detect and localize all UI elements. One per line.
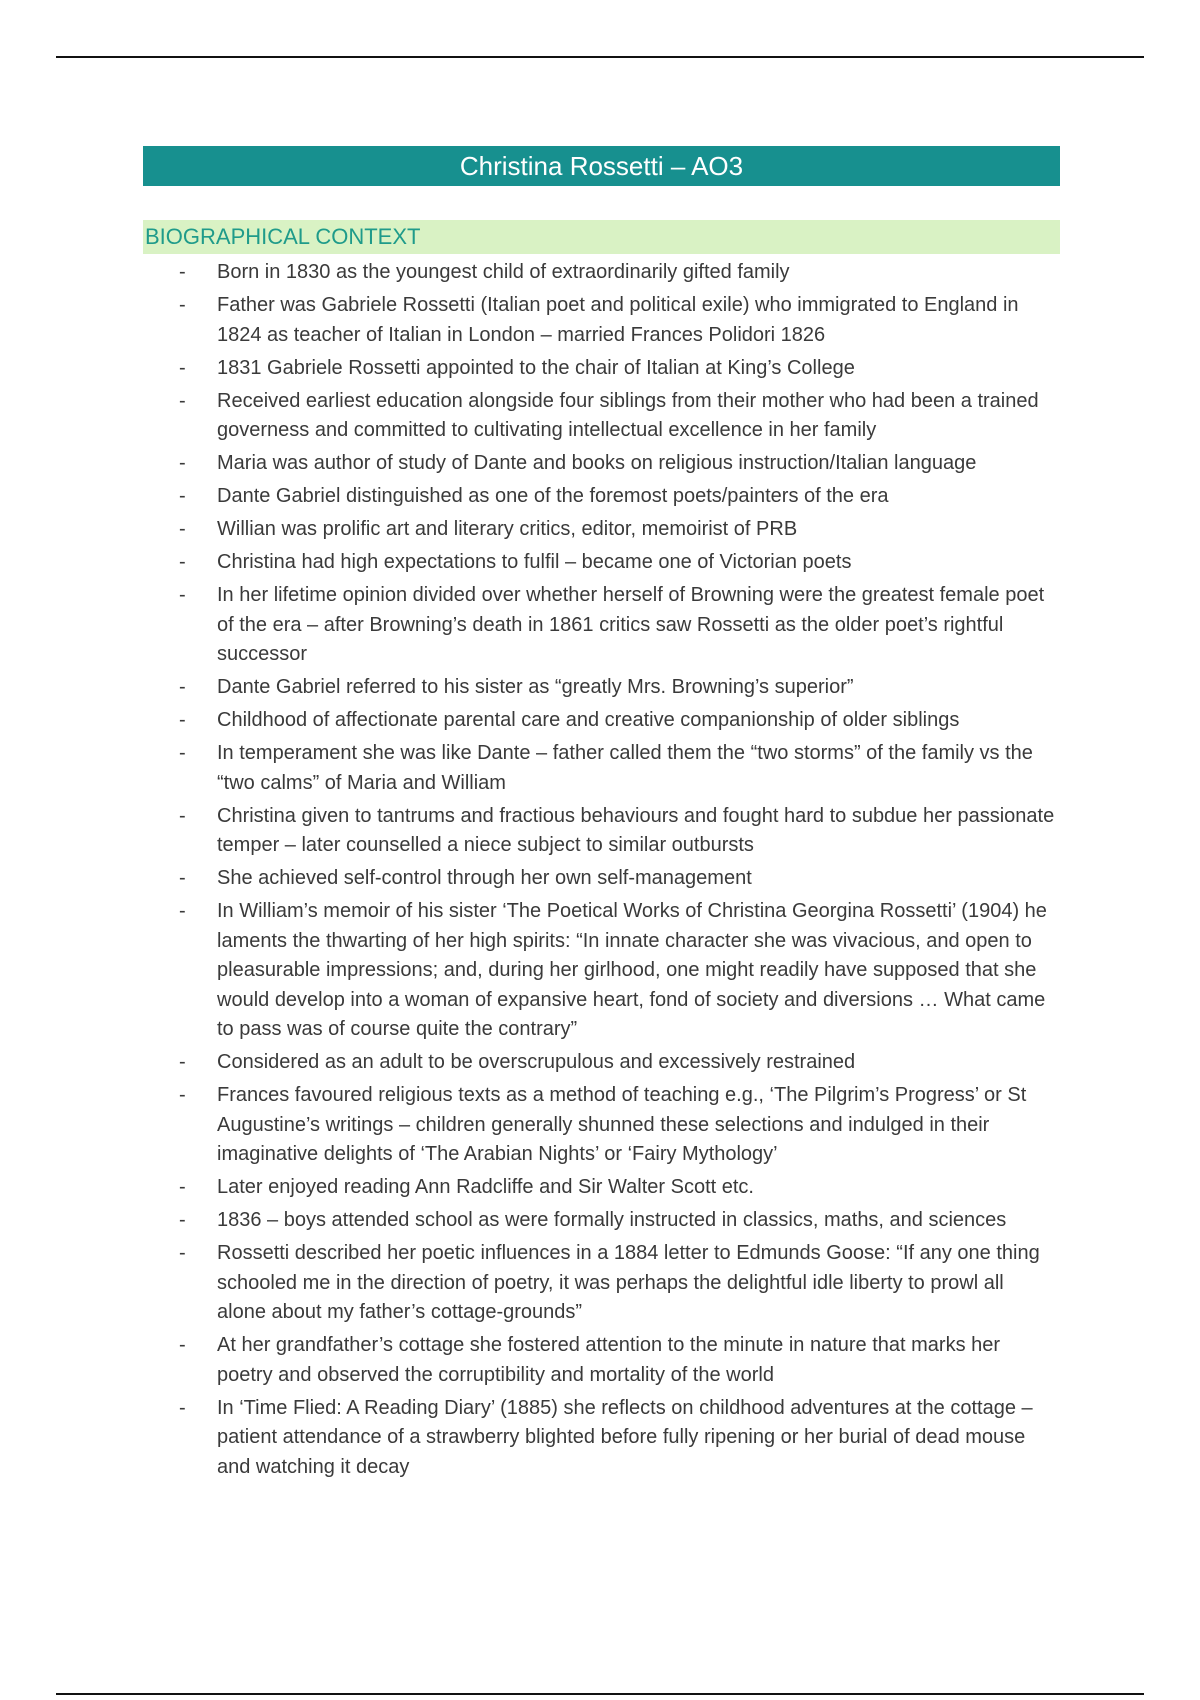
list-item <box>143 802 1060 861</box>
bullet-dash: - <box>179 1084 186 1106</box>
list-item <box>143 1206 1060 1236</box>
bullet-dash: - <box>179 551 186 573</box>
bullet-dash: - <box>179 1242 186 1264</box>
bullet-dash: - <box>179 294 186 316</box>
list-item <box>143 387 1060 446</box>
list-item-text: 1831 Gabriele Rossetti appointed to the chair of Italian at King’s College <box>217 356 855 379</box>
list-item <box>143 258 1060 288</box>
list-item-text: Dante Gabriel referred to his sister as “greatly Mrs. Browning’s superior” <box>217 676 854 698</box>
bullet-dash: - <box>179 261 186 283</box>
bullet-dash: - <box>179 1334 186 1356</box>
page-content <box>143 146 1060 1486</box>
list-item-text: In ‘Time Flied: A Reading Diary’ (1885) she reflects on childhood adventures at the cottage – patient attendance of a strawberry blighted before fully ripening or her burial of dead mouse and watching it decay <box>217 1396 1033 1478</box>
footer-rule <box>56 1693 1144 1695</box>
list-item-text: Frances favoured religious texts as a method of teaching e.g., ‘The Pilgrim’s Progress’ or St Augustine’s writings – children generally shunned these selections and indulged in their imaginative delights of ‘The Arabian Nights’ or ‘Fairy Mythology’ <box>217 1084 1027 1165</box>
bullet-dash: - <box>179 485 186 507</box>
list-item <box>143 673 1060 703</box>
list-item-text: Childhood of affectionate parental care and creative companionship of older siblings <box>217 709 960 731</box>
section-heading-bar <box>143 220 1060 254</box>
list-item-text: Received earliest education alongside four siblings from their mother who had been a trained governess and committed to cultivating intellectual excellence in her family <box>217 389 1039 441</box>
bullet-dash: - <box>179 356 186 379</box>
bullet-dash: - <box>179 518 186 540</box>
bullet-list <box>143 258 1060 1482</box>
list-item-text: In her lifetime opinion divided over whether herself of Browning were the greatest female poet of the era – after Browning’s death in 1861 critics saw Rossetti as the older poet’s rightful successor <box>217 584 1045 665</box>
header-rule <box>56 56 1144 58</box>
list-item <box>143 1394 1060 1483</box>
list-item-text: Later enjoyed reading Ann Radcliffe and Sir Walter Scott etc. <box>217 1176 754 1198</box>
list-item <box>143 897 1060 1045</box>
list-item-text: Christina given to tantrums and fractious behaviours and fought hard to subdue her passionate temper – later counselled a niece subject to similar outbursts <box>217 804 1055 856</box>
list-item <box>143 515 1060 545</box>
list-item-text: She achieved self-control through her own self-management <box>217 867 752 889</box>
bullet-dash: - <box>179 1176 186 1198</box>
bullet-dash: - <box>179 389 186 412</box>
list-item-text: Dante Gabriel distinguished as one of the foremost poets/painters of the era <box>217 485 889 507</box>
list-item <box>143 864 1060 894</box>
bullet-dash: - <box>179 676 186 698</box>
list-item-text: Considered as an adult to be overscrupulous and excessively restrained <box>217 1051 856 1073</box>
list-item <box>143 739 1060 798</box>
list-item <box>143 291 1060 350</box>
bullet-dash: - <box>179 867 186 889</box>
bullet-dash: - <box>179 452 186 474</box>
document-title-bar <box>143 146 1060 186</box>
bullet-dash: - <box>179 804 186 827</box>
section-heading: BIOGRAPHICAL CONTEXT <box>145 224 421 249</box>
list-item <box>143 482 1060 512</box>
list-item <box>143 1081 1060 1170</box>
bullet-dash: - <box>179 584 186 606</box>
list-item <box>143 581 1060 670</box>
bullet-dash: - <box>179 1051 186 1073</box>
list-item <box>143 1239 1060 1328</box>
list-item-text: In William’s memoir of his sister ‘The Poetical Works of Christina Georgina Rossetti’ (1904) he laments the thwarting of her high spirits: “In innate character she was vivacious, and open to pleasurable impressions; and, during her girlhood, one might readily have supposed that she would develop into a woman of expansive heart, fond of society and diversions … What came to pass was of course quite the contrary” <box>217 900 1047 1040</box>
list-item-text: At her grandfather’s cottage she fostered attention to the minute in nature that marks her poetry and observed the corruptibility and mortality of the world <box>217 1334 1001 1386</box>
list-item <box>143 548 1060 578</box>
bullet-dash: - <box>179 1396 186 1419</box>
bullet-dash: - <box>179 742 186 764</box>
bullet-dash: - <box>179 900 186 922</box>
list-item <box>143 354 1060 384</box>
list-item <box>143 1048 1060 1078</box>
list-item-text: 1836 – boys attended school as were formally instructed in classics, maths, and sciences <box>217 1209 1007 1231</box>
list-item-text: Born in 1830 as the youngest child of extraordinarily gifted family <box>217 261 790 283</box>
list-item-text: In temperament she was like Dante – father called them the “two storms” of the family vs the “two calms” of Maria and William <box>217 742 1033 794</box>
document-title: Christina Rossetti – AO3 <box>459 151 744 181</box>
list-item <box>143 1331 1060 1390</box>
bullet-dash: - <box>179 709 186 731</box>
list-item-text: Willian was prolific art and literary critics, editor, memoirist of PRB <box>217 518 798 540</box>
list-item <box>143 1173 1060 1203</box>
bullet-dash: - <box>179 1209 186 1231</box>
list-item <box>143 449 1060 479</box>
list-item-text: Father was Gabriele Rossetti (Italian poet and political exile) who immigrated to England in 1824 as teacher of Italian in London – married Frances Polidori 1826 <box>217 294 1019 346</box>
list-item-text: Maria was author of study of Dante and books on religious instruction/Italian language <box>217 452 977 474</box>
list-item-text: Rossetti described her poetic influences in a 1884 letter to Edmunds Goose: “If any one thing schooled me in the direction of poetry, it was perhaps the delightful idle liberty to prowl all alone about my father’s cottage-grounds” <box>217 1242 1040 1323</box>
list-item-text: Christina had high expectations to fulfil – became one of Victorian poets <box>217 551 852 573</box>
list-item <box>143 706 1060 736</box>
